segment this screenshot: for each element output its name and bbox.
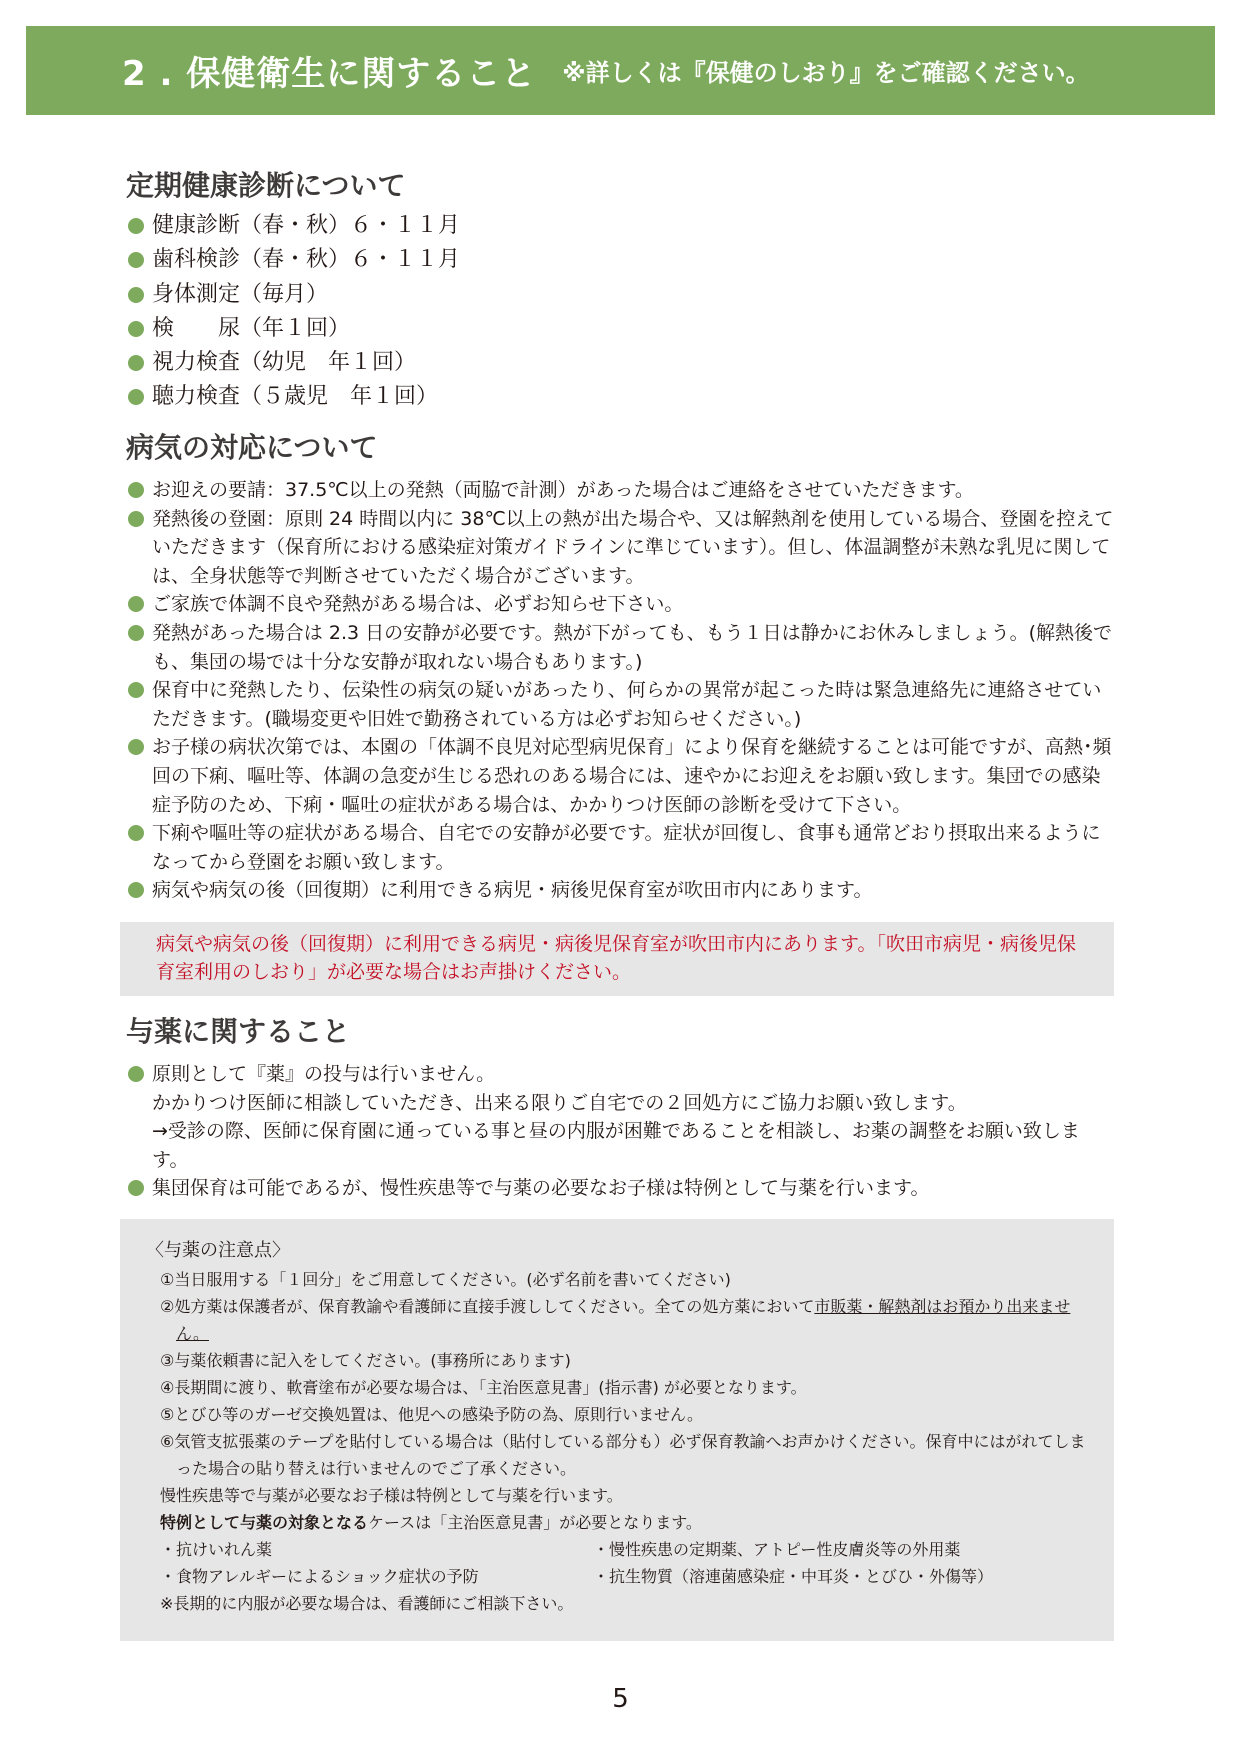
list-item (126, 1060, 1116, 1174)
note-item: ⑥気管支拡張薬のテープを貼付している場合は（貼付している部分も）必ず保育教諭へお声かけください。保育中にはがれてしまった場合の貼り替えは行いませんのでご了承ください。 (160, 1432, 1086, 1478)
special-case-item: ・慢性疾患の定期薬、アトピー性皮膚炎等の外用薬 (593, 1540, 961, 1559)
list-item: 発熱後の登園：原則 24 時間以内に 38℃以上の熱が出た場合や、又は解熱剤を使用している場合、登園を控えていただきます（保育所における感染症対策ガイドラインに準じています）。但し、体温調整が未熟な乳児に関しては、全身状態等で判断させていただく場合がございます。 (126, 505, 1116, 591)
note-item: ④長期間に渡り、軟膏塗布が必要な場合は、「主治医意見書」(指示書) が必要となります。 (160, 1378, 807, 1397)
checkup-section (126, 166, 1116, 415)
list-item: 保育中に発熱したり、伝染性の病気の疑いがあったり、何らかの異常が起こった時は緊急連絡先に連絡させていただきます。(職場変更や旧姓で勤務されている方は必ずお知らせください。) (126, 676, 1116, 733)
list-item: お子様の病状次第では、本園の「体調不良児対応型病児保育」により保育を継続することは可能ですが、高熱･頻回の下痢、嘔吐等、体調の急変が生じる恐れのある場合には、速やかにお迎えをお願い致します。集団での感染症予防のため、下痢・嘔吐の症状がある場合は、かかりつけ医師の診断を受けて下さい。 (126, 733, 1116, 819)
page-number: 5 (612, 1684, 629, 1714)
list-item: 歯科検診（春・秋）６・１１月 (126, 243, 1116, 277)
list-item: 視力検査（幼児 年１回） (126, 346, 1116, 380)
list-item: ご家族で体調不良や発熱がある場合は、必ずお知らせ下さい。 (126, 590, 1116, 619)
note-underlined-text: 市販薬・解熱剤はお預かり出来ません。 (176, 1297, 1071, 1343)
medicine-line: →受診の際、医師に保育園に通っている事と昼の内服が困難であることを相談し、お薬の調整をお願い致します。 (152, 1120, 1080, 1171)
section-title: 2 . 保健衛生に関すること (122, 54, 537, 94)
special-case-item: ・抗けいれん薬 (160, 1540, 273, 1559)
note-special-rest: ケースは「主治医意見書」が必要となります。 (368, 1513, 702, 1532)
illness-section (126, 428, 1116, 905)
note-chronic: 慢性疾患等で与薬が必要なお子様は特例として与薬を行います。 (160, 1486, 623, 1505)
note-item (146, 1293, 1088, 1347)
checkup-list (126, 209, 1116, 415)
section-note: ※詳しくは『保健のしおり』をご確認ください。 (562, 59, 1090, 87)
list-item: 病気や病気の後（回復期）に利用できる病児・病後児保育室が吹田市内にあります。 (126, 876, 1116, 905)
illness-list (126, 476, 1116, 905)
medicine-notes-box (120, 1219, 1114, 1641)
note-item: ⑤とびひ等のガーゼ交換処置は、他児への感染予防の為、原則行いません。 (160, 1405, 703, 1424)
note-footnote: ※長期的に内服が必要な場合は、看護師にご相談下さい。 (160, 1594, 574, 1613)
illness-heading: 病気の対応について (126, 431, 378, 464)
list-item: 集団保育は可能であるが、慢性疾患等で与薬の必要なお子様は特例として与薬を行います。 (126, 1174, 1116, 1203)
special-case-item: ・食物アレルギーによるショック症状の予防 (160, 1567, 479, 1586)
list-item: 健康診断（春・秋）６・１１月 (126, 209, 1116, 243)
special-case-list (146, 1563, 1088, 1590)
list-item: 下痢や嘔吐等の症状がある場合、自宅での安静が必要です。症状が回復し、食事も通常どおり摂取出来るようになってから登園をお願い致します。 (126, 819, 1116, 876)
special-case-item: ・抗生物質（溶連菌感染症・中耳炎・とびひ・外傷等） (593, 1567, 994, 1586)
list-item: お迎えの要請：37.5℃以上の発熱（両脇で計測）があった場合はご連絡をさせていただきます。 (126, 476, 1116, 505)
special-case-list (146, 1536, 1088, 1563)
medicine-line: かかりつけ医師に相談していただき、出来る限りご自宅での２回処方にご協力お願い致します。 (152, 1091, 967, 1114)
list-item: 発熱があった場合は 2.3 日の安静が必要です。熱が下がっても、もう１日は静かにお休みしましょう。(解熱後でも、集団の場では十分な安静が取れない場合もあります。) (126, 619, 1116, 676)
list-item: 聴力検査（５歳児 年１回） (126, 380, 1116, 414)
note-text: ②処方薬は保護者が、保育教諭や看護師に直接手渡ししてください。全ての処方薬において (160, 1297, 815, 1316)
section-header-bar (26, 26, 1215, 115)
note-item: ①当日服用する「１回分」をご用意してください。(必ず名前を書いてください) (160, 1270, 731, 1289)
note-item: ③与薬依頼書に記入をしてください。(事務所にあります) (160, 1351, 571, 1370)
medicine-heading: 与薬に関すること (126, 1015, 351, 1048)
checkup-heading: 定期健康診断について (126, 169, 406, 202)
medicine-list (126, 1060, 1116, 1203)
list-item: 身体測定（毎月） (126, 278, 1116, 312)
note-special-bold: 特例として与薬の対象となる (160, 1513, 369, 1532)
sick-child-care-notice: 病気や病気の後（回復期）に利用できる病児・病後児保育室が吹田市内にあります。「吹田市病児・病後児保育室利用のしおり」が必要な場合はお声掛けください。 (120, 922, 1114, 996)
note-special (146, 1509, 1088, 1536)
list-item: 検 尿（年１回） (126, 312, 1116, 346)
medicine-section (126, 1012, 1116, 1203)
notes-title: 〈与薬の注意点〉 (146, 1240, 290, 1261)
medicine-line: 原則として『薬』の投与は行いません。 (152, 1063, 496, 1085)
